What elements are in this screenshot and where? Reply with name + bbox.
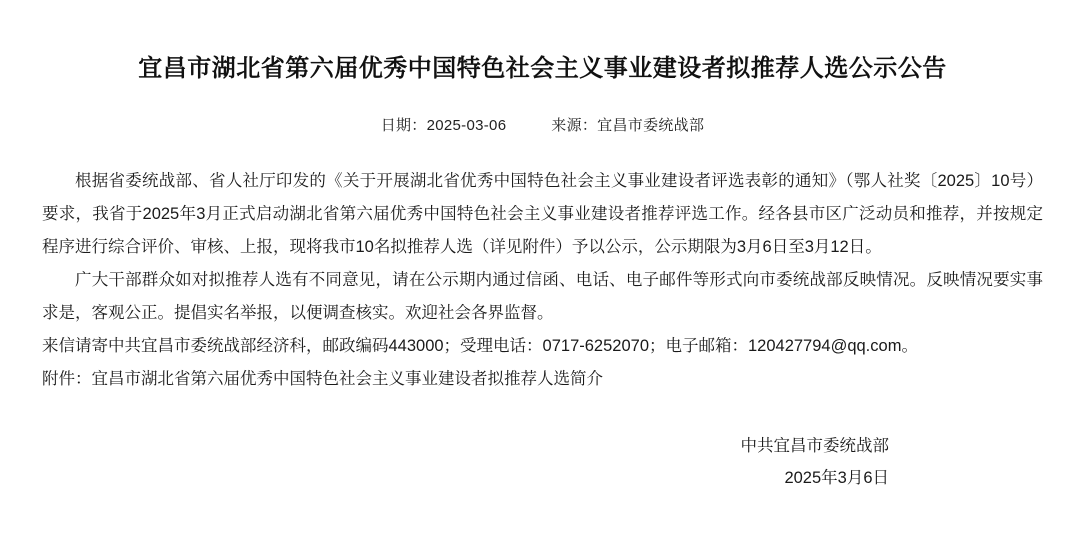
contact-line: 来信请寄中共宜昌市委统战部经济科，邮政编码443000；受理电话：0717-6252070；电子邮箱：120427794@qq.com。 [42,337,918,355]
document-body [30,165,1055,396]
page-title: 宜昌市湖北省第六届优秀中国特色社会主义事业建设者拟推荐人选公示公告 [138,55,947,82]
signature-organization: 中共宜昌市委统战部 [740,437,889,455]
signature-date: 2025年3月6日 [784,469,889,487]
document-meta [30,114,1055,135]
publish-date: 日期：2025-03-06 [380,117,507,134]
paragraph-1: 根据省委统战部、省人社厅印发的《关于开展湖北省优秀中国特色社会主义事业建设者评选表彰的通知》（鄂人社奖〔2025〕10号）要求，我省于2025年3月正式启动湖北省第六届优秀中国特色社会主义事业建设者推荐评选工作。经各县市区广泛动员和推荐，并按规定程序进行综合评价、审核、上报，现将我市10名拟推荐人选（详见附件）予以公示，公示期限为3月6日至3月12日。 [42,172,1043,256]
publish-source: 来源：宜昌市委统战部 [551,117,705,134]
attachment-line: 附件：宜昌市湖北省第六届优秀中国特色社会主义事业建设者拟推荐人选简介 [42,370,603,388]
paragraph-2: 广大干部群众如对拟推荐人选有不同意见，请在公示期内通过信函、电话、电子邮件等形式向市委统战部反映情况。反映情况要实事求是，客观公正。提倡实名举报，以便调查核实。欢迎社会各界监督。 [42,271,1043,322]
signature-block [30,430,1055,494]
